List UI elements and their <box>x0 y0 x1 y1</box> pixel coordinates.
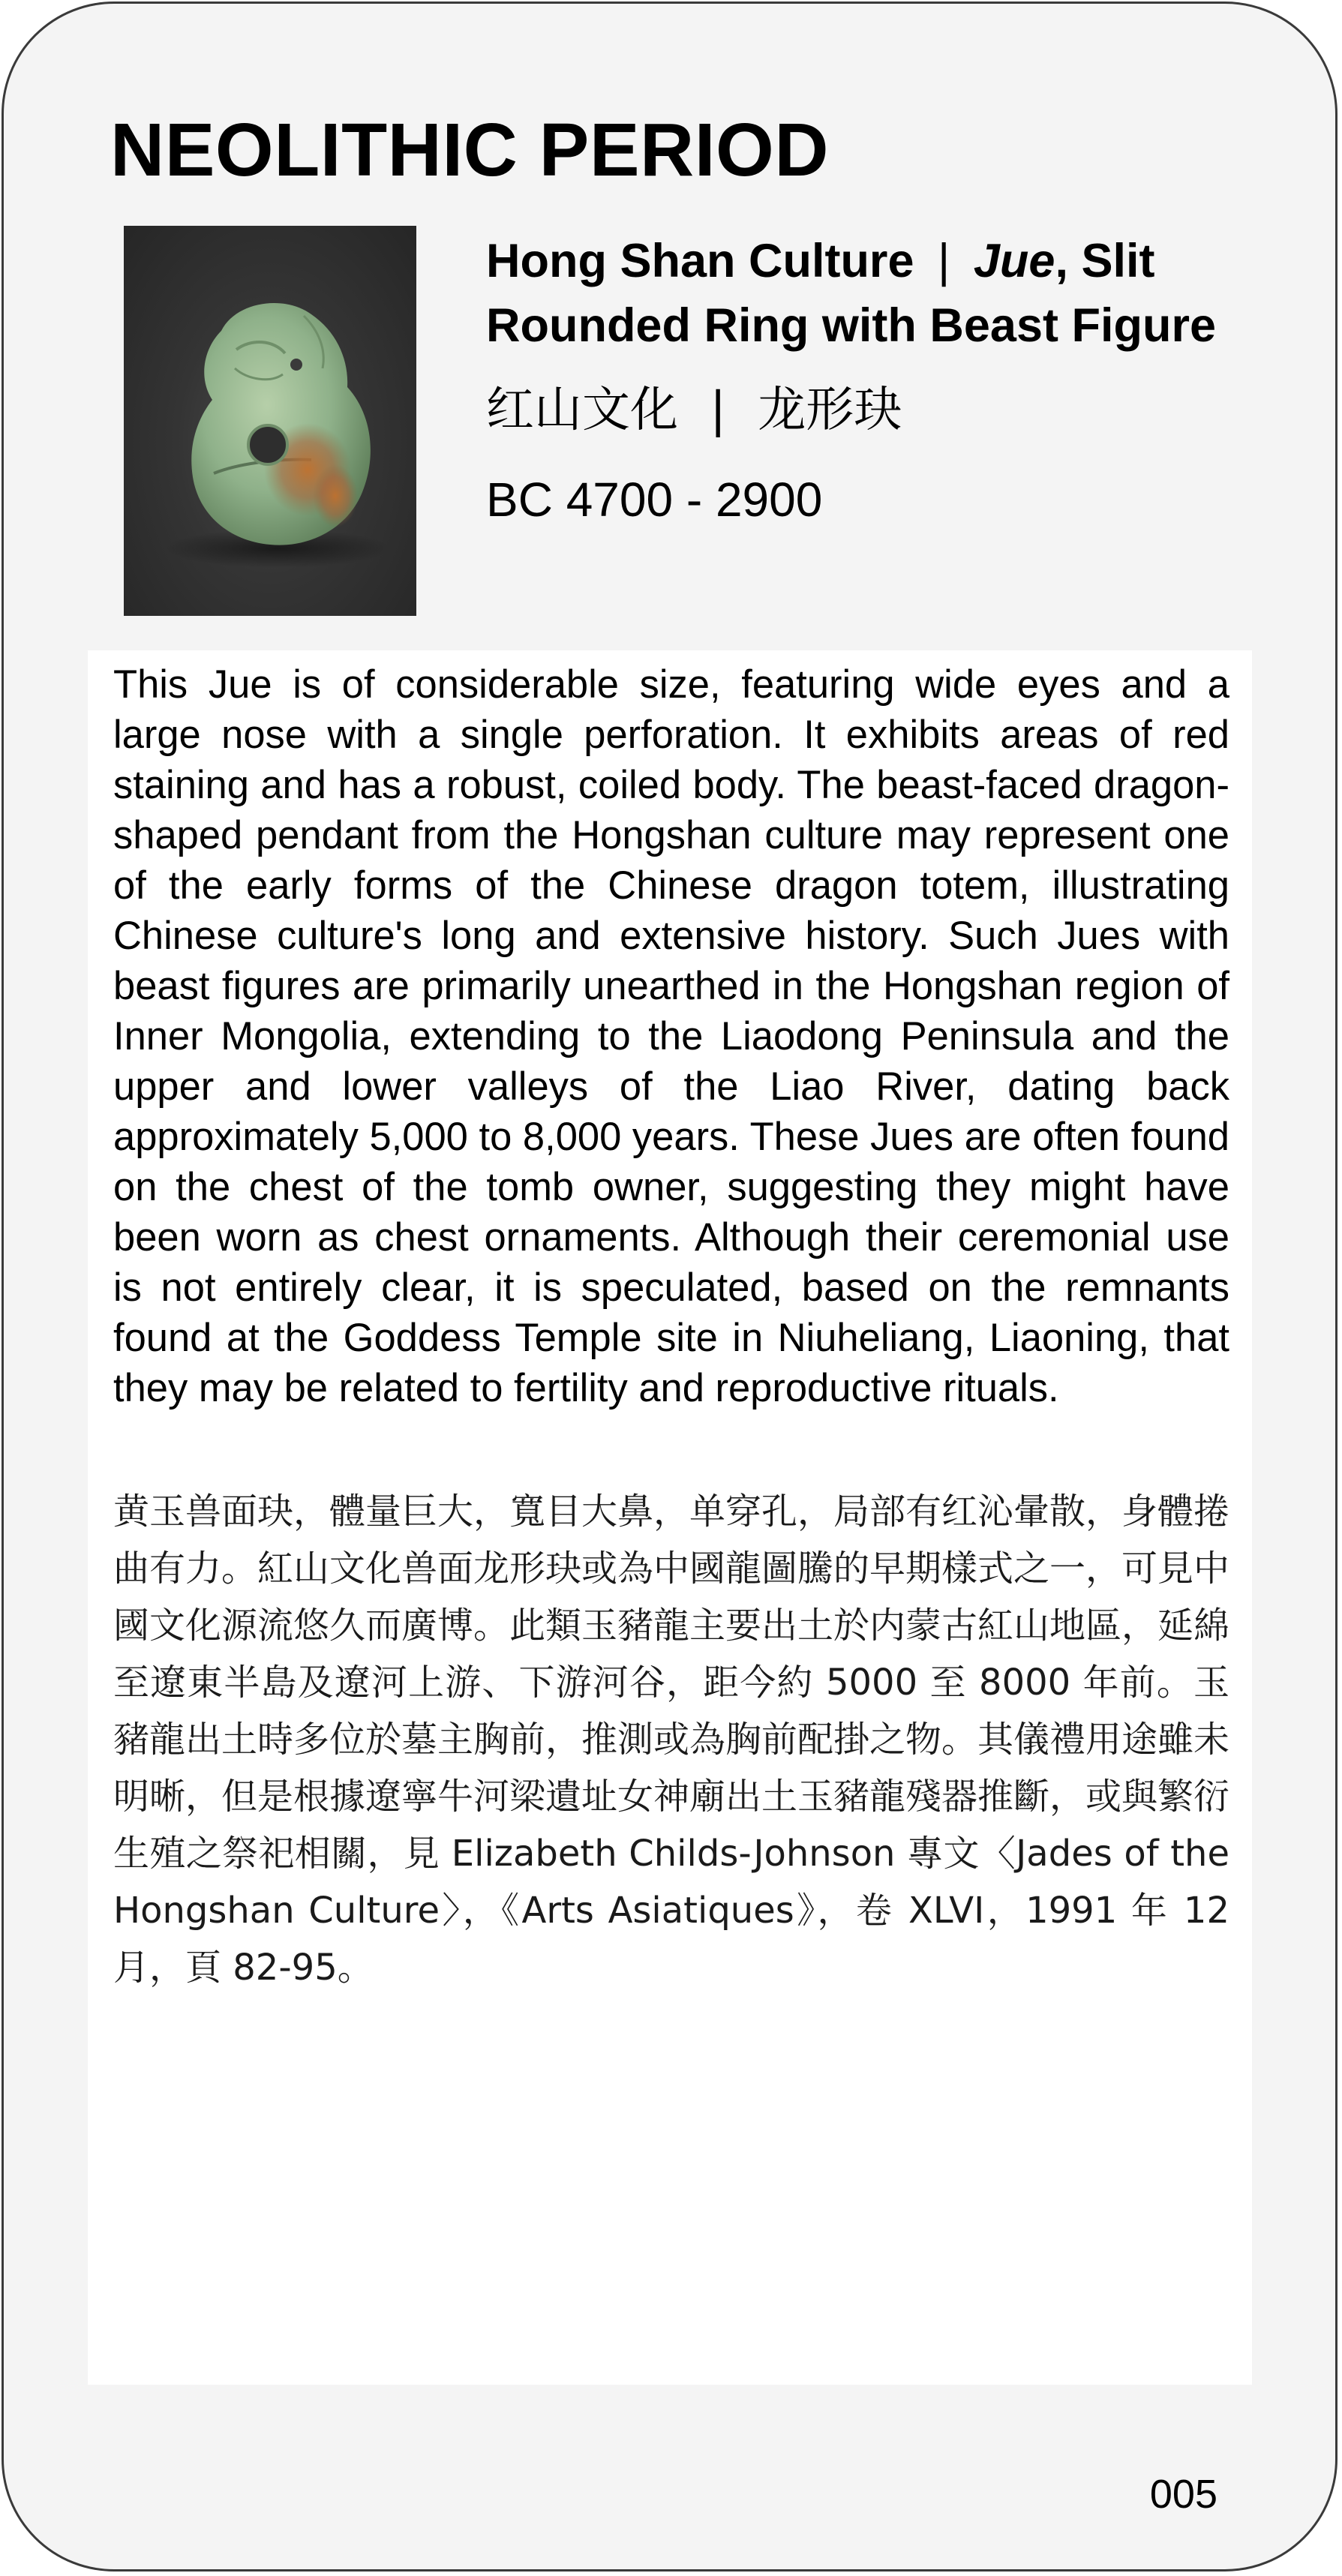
jade-pendant-icon <box>124 226 416 616</box>
title-zh-separator: | <box>710 383 726 438</box>
artifact-name-zh: 龙形玦 <box>758 383 902 438</box>
page-heading: NEOLITHIC PERIOD <box>110 108 830 192</box>
artifact-title-block <box>486 229 1251 533</box>
artifact-date: BC 4700 - 2900 <box>486 473 823 527</box>
description-english: This Jue is of considerable size, featuring wide eyes and a large nose with a single perforation. It exhibits areas of red staining and has a robust, coiled body. The beast-faced dragon-shaped pendant from the Hongshan culture may represent one of the early forms of the Chinese dragon totem, illustrating Chinese culture's long and extensive history. Such Jues with beast figures are primarily unearthed in the Hongshan region of Inner Mongolia, extending to the Liaodong Peninsula and the upper and lower valleys of the Liao River, dating back approximately 5,000 to 8,000 years. These Jues are often found on the chest of the tomb owner, suggesting they might have been worn as chest ornaments. Although their ceremonial use is not entirely clear, it is speculated, based on the remnants found at the Goddess Temple site in Niuheliang, Liaoning, that they may be related to fertility and reproductive rituals. <box>113 662 1229 1410</box>
culture-name-zh: 红山文化 <box>486 383 678 438</box>
description-panel <box>88 650 1252 2385</box>
culture-name-en: Hong Shan Culture <box>486 235 914 287</box>
artifact-title-zh <box>486 373 1251 448</box>
artifact-name-en: , Slit Rounded Ring with Beast Figure <box>486 235 1216 352</box>
jade-pendant-image <box>124 226 416 616</box>
catalog-card <box>2 2 1337 2571</box>
page-number: 005 <box>1149 2472 1217 2517</box>
artifact-title-en <box>486 229 1251 358</box>
description-chinese: 黄玉兽面玦，體量巨大，寬目大鼻，单穿孔，局部有红沁暈散，身體捲曲有力。紅山文化兽面龙形玦或為中國龍圖騰的早期樣式之一，可見中國文化源流悠久而廣博。此類玉豬龍主要出土於内蒙古紅山地區，延綿至遼東半島及遼河上游、下游河谷，距今約 5000 至 8000 年前。玉豬龍出土時多位於墓主胸前，推測或為胸前配掛之物。其儀禮用途雖未明晰，但是根據遼寧牛河梁遺址女神廟出土玉豬龍殘器推斷，或與繁衍生殖之祭祀相關，見 Elizabeth Childs-Johnson 專文〈Jades of the Hongshan Culture〉，《Arts Asiatiques》，卷 XLVI，1991 年 12 月，頁 82-95。 <box>113 1491 1230 1989</box>
title-separator: | <box>938 235 950 287</box>
artifact-name-italic: Jue <box>973 235 1055 287</box>
